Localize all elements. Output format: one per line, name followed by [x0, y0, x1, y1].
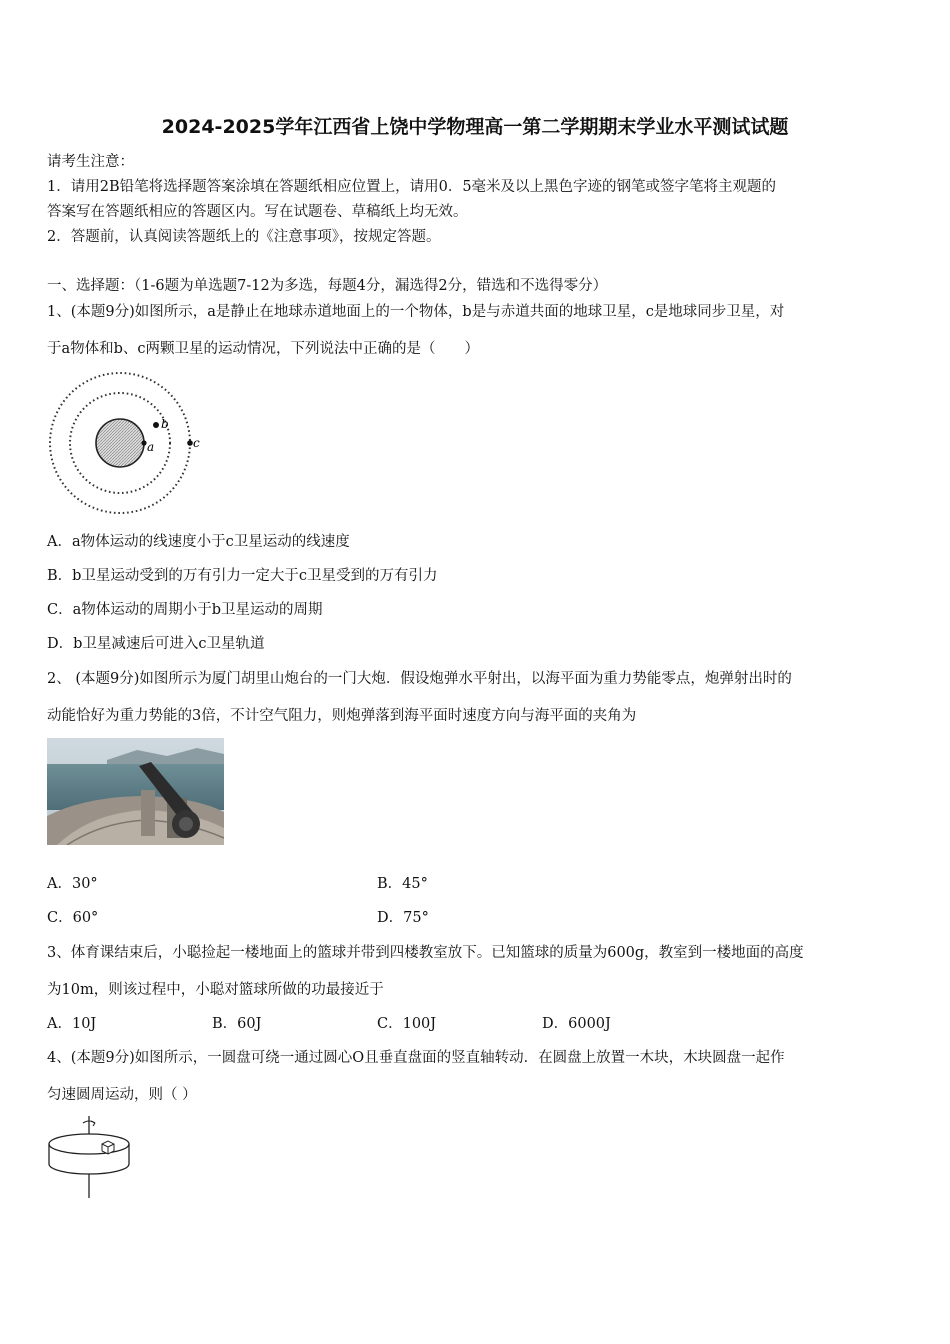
q2-option-a: A．30°: [47, 876, 98, 892]
satellite-b-dot: [153, 422, 159, 428]
q2-option-c: C．60°: [47, 910, 99, 926]
q2-option-b: B．45°: [377, 876, 428, 892]
rotating-disk-diagram: [44, 1114, 134, 1200]
q2-option-d: D．75°: [377, 910, 429, 926]
q3-stem-line-2: 为10m，则该过程中，小聪对篮球所做的功最接近于: [47, 982, 384, 998]
earth: [96, 419, 144, 467]
cannon-photo: [47, 738, 224, 845]
label-b: b: [161, 417, 169, 431]
object-a-dot: [141, 440, 146, 445]
q3-stem-line-1: 3、体育课结束后，小聪捡起一楼地面上的篮球并带到四楼教室放下。已知篮球的质量为600g，教室到一楼地面的高度: [47, 945, 804, 961]
q3-option-b: B．60J: [212, 1016, 262, 1032]
q1-option-b: B．b卫星运动受到的万有引力一定大于c卫星受到的万有引力: [47, 568, 438, 584]
notice-line-1b: 答案写在答题纸相应的答题区内。写在试题卷、草稿纸上均无效。: [47, 204, 468, 220]
q1-option-c: C．a物体运动的周期小于b卫星运动的周期: [47, 602, 323, 618]
q1-stem-line-1: 1、(本题9分)如图所示，a是静止在地球赤道地面上的一个物体，b是与赤道共面的地球卫星，c是地球同步卫星，对: [47, 304, 785, 320]
notice-heading: 请考生注意：: [47, 154, 134, 170]
notice-line-1: 1．请用2B铅笔将选择题答案涂填在答题纸相应位置上，请用0．5毫米及以上黑色字迹的钢笔或签字笔将主观题的: [47, 179, 777, 195]
q1-stem-line-2: 于a物体和b、c两颗卫星的运动情况，下列说法中正确的是（ ）: [47, 341, 480, 357]
orbit-diagram: [46, 370, 206, 520]
q3-option-d: D．6000J: [542, 1016, 611, 1032]
q4-stem-line-2: 匀速圆周运动，则（ ）: [47, 1087, 197, 1103]
q3-option-c: C．100J: [377, 1016, 437, 1032]
q2-stem-line-2: 动能恰好为重力势能的3倍，不计空气阻力，则炮弹落到海平面时速度方向与海平面的夹角为: [47, 708, 637, 724]
q2-stem-line-1: 2、 (本题9分)如图所示为厦门胡里山炮台的一门大炮．假设炮弹水平射出，以海平面为重力势能零点，炮弹射出时的: [47, 671, 792, 687]
section-heading: 一、选择题：（1-6题为单选题7-12为多选，每题4分，漏选得2分，错选和不选得零分）: [47, 278, 608, 294]
label-a: a: [147, 440, 155, 454]
satellite-c-dot: [187, 440, 193, 446]
label-c: c: [193, 436, 200, 450]
q3-option-a: A．10J: [47, 1016, 97, 1032]
q4-stem-line-1: 4、(本题9分)如图所示，一圆盘可绕一通过圆心O且垂直盘面的竖直轴转动．在圆盘上放置一木块，木块圆盘一起作: [47, 1050, 785, 1066]
page-title: 2024-2025学年江西省上饶中学物理高一第二学期期末学业水平测试试题: [161, 116, 789, 138]
q1-option-a: A．a物体运动的线速度小于c卫星运动的线速度: [47, 534, 350, 550]
notice-line-2: 2．答题前，认真阅读答题纸上的《注意事项》，按规定答题。: [47, 229, 441, 245]
q1-option-d: D．b卫星减速后可进入c卫星轨道: [47, 636, 265, 652]
